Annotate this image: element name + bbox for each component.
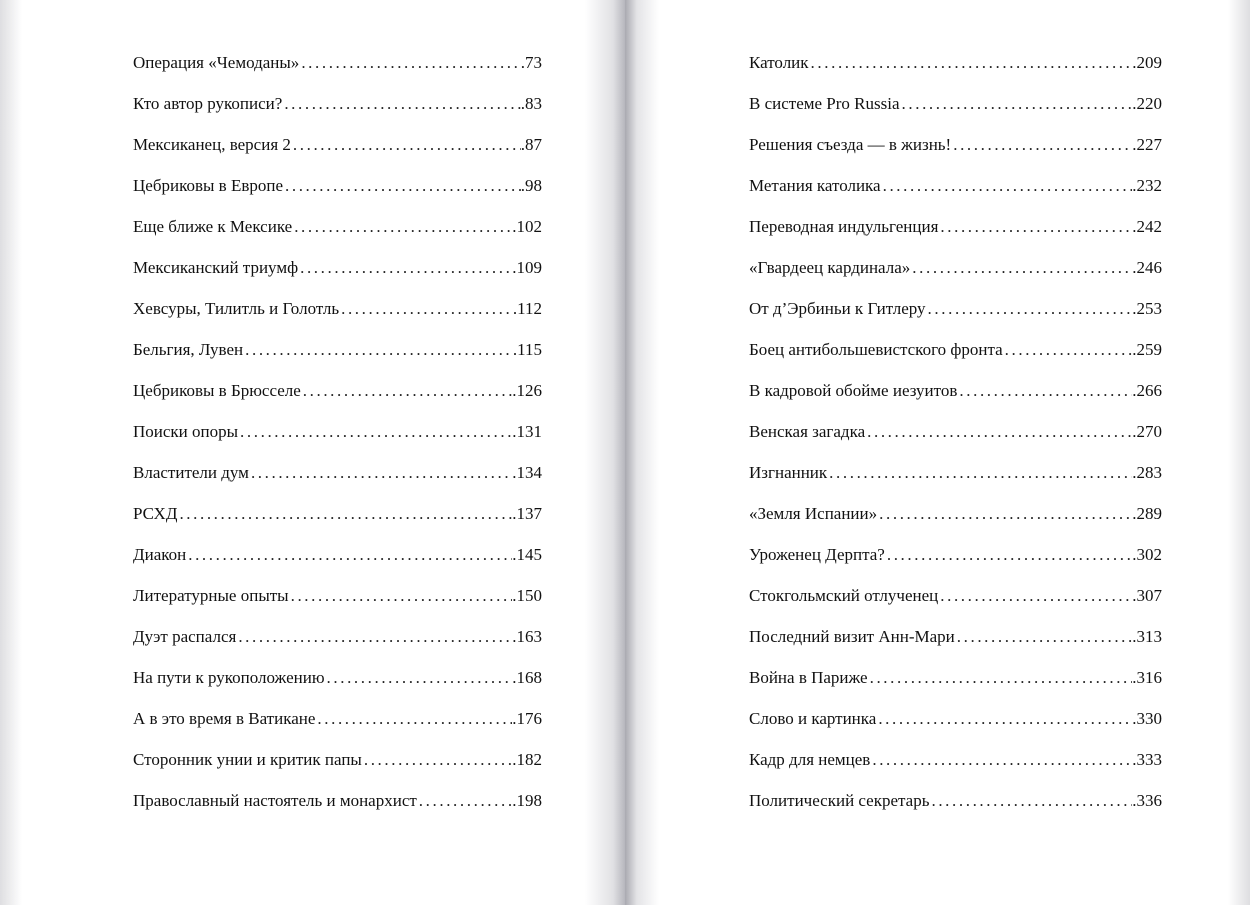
toc-entry-page: .316: [1132, 668, 1162, 687]
toc-entry-title: Сторонник унии и критик папы: [133, 750, 362, 769]
toc-entry-title: Изгнанник: [749, 463, 828, 482]
toc-entry[interactable]: [749, 135, 1162, 176]
toc-entry[interactable]: [133, 299, 542, 340]
toc-entry[interactable]: [133, 504, 542, 545]
toc-entry-title: Цебриковы в Брюсселе: [133, 381, 301, 400]
toc-entry[interactable]: [133, 258, 542, 299]
dot-leader: [1003, 340, 1133, 360]
toc-entry-page: .209: [1132, 53, 1162, 72]
dot-leader: [417, 791, 512, 811]
toc-entry-title: Еще ближе к Мексике: [133, 217, 293, 236]
toc-entry-title: РСХД: [133, 504, 178, 523]
toc-entry-page: .109: [512, 258, 542, 277]
toc-entry-title: Переводная индульгенция: [749, 217, 939, 236]
toc-entry-page: .198: [512, 791, 542, 810]
dot-leader: [926, 299, 1133, 319]
toc-entry-title: «Земля Испании»: [749, 504, 878, 523]
dot-leader: [299, 53, 520, 73]
toc-entry-page: .182: [512, 750, 542, 769]
dot-leader: [362, 750, 512, 770]
toc-entry[interactable]: [133, 709, 542, 750]
toc-entry-title: Последний визит Анн-Мари: [749, 627, 955, 646]
toc-entry-title: Мексиканский триумф: [133, 258, 299, 277]
toc-entry[interactable]: [749, 422, 1162, 463]
toc-entry-page: .168: [512, 668, 542, 687]
toc-entry-title: На пути к рукоположению: [133, 668, 325, 687]
dot-leader: [870, 750, 1132, 770]
dot-leader: [868, 668, 1133, 688]
toc-entry-page: .333: [1132, 750, 1162, 769]
toc-entry-page: .289: [1132, 504, 1162, 523]
dot-leader: [809, 53, 1133, 73]
toc-entry-page: .266: [1132, 381, 1162, 400]
toc-list-left: [133, 53, 542, 832]
toc-entry[interactable]: [133, 53, 542, 94]
toc-entry-page: .73: [520, 53, 542, 72]
toc-entry-page: .112: [512, 299, 542, 318]
toc-entry-title: Поиски опоры: [133, 422, 239, 441]
dot-leader: [301, 381, 512, 401]
toc-entry[interactable]: [133, 94, 542, 135]
toc-entry-title: Метания католика: [749, 176, 881, 195]
toc-entry-title: Властители дум: [133, 463, 249, 482]
dot-leader: [238, 422, 512, 442]
toc-entry-page: .313: [1132, 627, 1162, 646]
toc-entry-title: Решения съезда — в жизнь!: [749, 135, 952, 154]
toc-entry[interactable]: [133, 217, 542, 258]
toc-entry[interactable]: [749, 750, 1162, 791]
toc-entry[interactable]: [133, 750, 542, 791]
dot-leader: [339, 299, 513, 319]
dot-leader: [957, 381, 1132, 401]
toc-entry[interactable]: [749, 627, 1162, 668]
toc-entry-title: От д’Эрбиньи к Гитлеру: [749, 299, 926, 318]
toc-entry-page: .307: [1132, 586, 1162, 605]
toc-entry-page: .87: [520, 135, 542, 154]
toc-entry-title: Цебриковы в Европе: [133, 176, 283, 195]
toc-list-right: [749, 53, 1162, 832]
toc-entry[interactable]: [133, 791, 542, 832]
toc-entry-page: .83: [520, 94, 542, 113]
dot-leader: [249, 463, 512, 483]
toc-entry[interactable]: [749, 299, 1162, 340]
toc-entry-title: Православный настоятель и монархист: [133, 791, 417, 810]
toc-entry-title: В системе Pro Russia: [749, 94, 900, 113]
toc-entry-page: .126: [512, 381, 542, 400]
dot-leader: [900, 94, 1133, 114]
toc-entry-page: .246: [1132, 258, 1162, 277]
toc-entry[interactable]: [133, 463, 542, 504]
dot-leader: [951, 135, 1132, 155]
toc-entry-page: .336: [1132, 791, 1162, 810]
toc-entry-title: «Гвардеец кардинала»: [749, 258, 911, 277]
toc-entry-title: Бельгия, Лувен: [133, 340, 244, 359]
toc-entry-page: .98: [520, 176, 542, 195]
gutter-shadow: [585, 0, 625, 905]
dot-leader: [910, 258, 1132, 278]
dot-leader: [292, 217, 512, 237]
toc-entry-page: .137: [512, 504, 542, 523]
toc-entry-title: Война в Париже: [749, 668, 868, 687]
dot-leader: [186, 545, 512, 565]
toc-entry-title: Стокгольмский отлученец: [749, 586, 939, 605]
dot-leader: [885, 545, 1132, 565]
toc-entry[interactable]: [133, 381, 542, 422]
dot-leader: [236, 627, 512, 647]
toc-entry[interactable]: [133, 176, 542, 217]
toc-entry-title: Операция «Чемоданы»: [133, 53, 300, 72]
dot-leader: [282, 94, 520, 114]
toc-entry-page: .330: [1132, 709, 1162, 728]
toc-entry-title: Литературные опыты: [133, 586, 289, 605]
toc-entry[interactable]: [133, 135, 542, 176]
toc-entry-page: .227: [1132, 135, 1162, 154]
toc-entry-page: .150: [512, 586, 542, 605]
toc-entry-page: .176: [512, 709, 542, 728]
page-edge-shadow: [0, 0, 22, 905]
toc-entry-page: .242: [1132, 217, 1162, 236]
right-page: [625, 0, 1250, 905]
toc-entry-page: .259: [1132, 340, 1162, 359]
toc-entry-page: .102: [512, 217, 542, 236]
dot-leader: [298, 258, 512, 278]
toc-entry-page: .134: [512, 463, 542, 482]
toc-entry-page: .163: [512, 627, 542, 646]
toc-entry-title: Кадр для немцев: [749, 750, 871, 769]
toc-entry[interactable]: [749, 545, 1162, 586]
toc-entry-title: Кто автор рукописи?: [133, 94, 283, 113]
toc-entry-title: Слово и картинка: [749, 709, 877, 728]
toc-entry[interactable]: [133, 668, 542, 709]
toc-entry-page: .302: [1132, 545, 1162, 564]
toc-entry-title: Дуэт распался: [133, 627, 237, 646]
toc-entry-title: А в это время в Ватикане: [133, 709, 316, 728]
toc-entry[interactable]: [749, 668, 1162, 709]
dot-leader: [177, 504, 512, 524]
dot-leader: [289, 586, 513, 606]
toc-entry[interactable]: [749, 94, 1162, 135]
dot-leader: [827, 463, 1132, 483]
toc-entry[interactable]: [749, 53, 1162, 94]
toc-entry[interactable]: [133, 586, 542, 627]
toc-entry-title: Диакон: [133, 545, 187, 564]
dot-leader: [877, 504, 1132, 524]
toc-entry[interactable]: [749, 586, 1162, 627]
toc-entry-title: Боец антибольшевистского фронта: [749, 340, 1003, 359]
dot-leader: [929, 791, 1132, 811]
toc-entry[interactable]: [133, 422, 542, 463]
dot-leader: [291, 135, 521, 155]
toc-entry[interactable]: [749, 504, 1162, 545]
toc-entry[interactable]: [749, 463, 1162, 504]
toc-entry[interactable]: [133, 627, 542, 668]
toc-entry[interactable]: [749, 258, 1162, 299]
toc-entry-title: Уроженец Дерпта?: [749, 545, 885, 564]
toc-entry-title: Католик: [749, 53, 809, 72]
toc-entry-page: .220: [1132, 94, 1162, 113]
page-edge-shadow: [1228, 0, 1250, 905]
toc-entry-page: .145: [512, 545, 542, 564]
dot-leader: [881, 176, 1133, 196]
dot-leader: [243, 340, 513, 360]
toc-entry-title: В кадровой обойме иезуитов: [749, 381, 958, 400]
toc-entry-page: .283: [1132, 463, 1162, 482]
toc-entry[interactable]: [749, 217, 1162, 258]
toc-entry-page: .115: [512, 340, 542, 359]
toc-entry-page: .253: [1132, 299, 1162, 318]
toc-entry[interactable]: [133, 340, 542, 381]
dot-leader: [876, 709, 1132, 729]
dot-leader: [955, 627, 1132, 647]
toc-entry[interactable]: [749, 791, 1162, 832]
dot-leader: [325, 668, 513, 688]
toc-entry-page: .232: [1132, 176, 1162, 195]
toc-entry-title: Политический секретарь: [749, 791, 930, 810]
dot-leader: [938, 586, 1132, 606]
toc-entry[interactable]: [749, 709, 1162, 750]
toc-entry[interactable]: [749, 340, 1162, 381]
dot-leader: [865, 422, 1132, 442]
dot-leader: [938, 217, 1132, 237]
toc-entry-title: Хевсуры, Тилитль и Голотль: [133, 299, 340, 318]
gutter-shadow: [625, 0, 659, 905]
toc-entry-title: Мексиканец, версия 2: [133, 135, 291, 154]
toc-entry[interactable]: [749, 176, 1162, 217]
dot-leader: [315, 709, 512, 729]
toc-entry-page: .131: [512, 422, 542, 441]
toc-entry-page: .270: [1132, 422, 1162, 441]
toc-entry[interactable]: [749, 381, 1162, 422]
toc-entry[interactable]: [133, 545, 542, 586]
toc-entry-title: Венская загадка: [749, 422, 866, 441]
dot-leader: [283, 176, 521, 196]
